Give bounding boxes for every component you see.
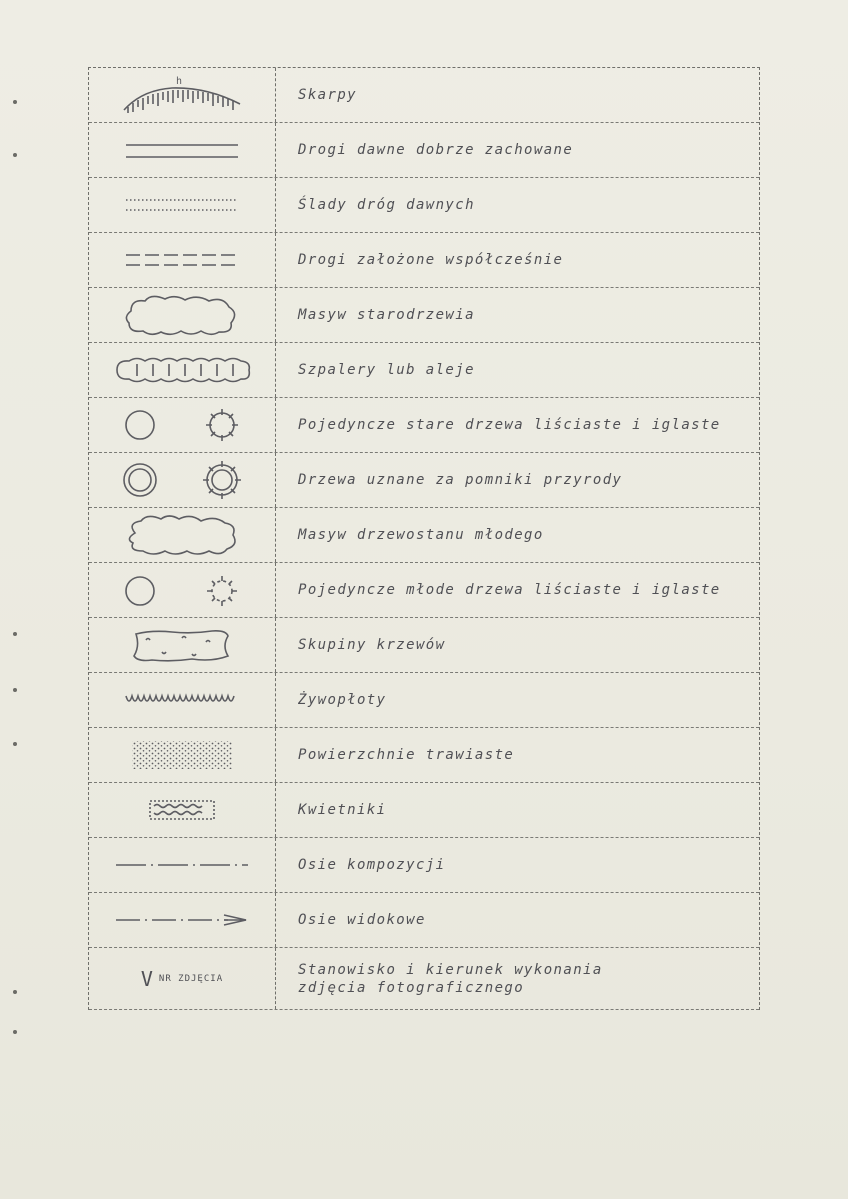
binder-hole (13, 1030, 17, 1034)
view-axis-arrow-icon (89, 893, 276, 947)
double-dotted-line-icon (89, 178, 276, 232)
binder-hole (13, 742, 17, 746)
legend-label: Drogi założone współcześnie (298, 252, 564, 268)
old-tree-icons (89, 398, 276, 452)
legend-row (89, 343, 759, 398)
photo-position-icon (89, 948, 276, 1009)
shrub-group-icon (89, 618, 276, 672)
legend-row (89, 893, 759, 948)
binder-hole (13, 688, 17, 692)
legend-label: Szpalery lub aleje (298, 362, 475, 378)
legend-label: Żywopłoty (298, 692, 387, 708)
legend-row (89, 673, 759, 728)
legend-label: Skupiny krzewów (298, 637, 446, 653)
young-tree-icons (89, 563, 276, 617)
legend-row (89, 453, 759, 508)
legend-label (276, 948, 759, 1009)
legend-row (89, 123, 759, 178)
legend-table (88, 67, 760, 1010)
legend-row (89, 508, 759, 563)
legend-row (89, 728, 759, 783)
legend-label-line2: zdjęcia fotograficznego (298, 979, 525, 996)
double-dashed-line-icon (89, 233, 276, 287)
legend-row (89, 783, 759, 838)
legend-row (89, 948, 759, 1010)
old-stand-cloud-icon (89, 288, 276, 342)
svg-text:h: h (176, 76, 183, 87)
legend-row (89, 288, 759, 343)
embankment-icon (89, 68, 276, 122)
monument-tree-icons (89, 453, 276, 507)
legend-label: Skarpy (298, 87, 357, 103)
young-stand-cloud-icon (89, 508, 276, 562)
legend-label: Masyw drzewostanu młodego (298, 527, 544, 543)
legend-label: Pojedyncze stare drzewa liściaste i iglaste (298, 417, 721, 433)
legend-row (89, 563, 759, 618)
legend-label: Osie kompozycji (298, 857, 446, 873)
legend-row (89, 233, 759, 288)
legend-label: Drogi dawne dobrze zachowane (298, 142, 574, 158)
legend-label: Kwietniki (298, 802, 387, 818)
legend-row (89, 68, 759, 123)
hedge-icon (89, 673, 276, 727)
legend-label: Osie widokowe (298, 912, 426, 928)
legend-row (89, 838, 759, 893)
binder-hole (13, 990, 17, 994)
dash-dot-line-icon (89, 838, 276, 892)
grass-stipple-icon (89, 728, 276, 782)
legend-label: Drzewa uznane za pomniki przyrody (298, 472, 623, 488)
legend-row (89, 398, 759, 453)
photo-direction-mark: V (140, 966, 153, 991)
legend-label-line1: Stanowisko i kierunek wykonania (298, 961, 603, 978)
photo-number-caption: NR ZDJĘCIA (158, 973, 224, 984)
binder-hole (13, 632, 17, 636)
binder-hole (13, 153, 17, 157)
legend-label: Pojedyncze młode drzewa liściaste i iglaste (298, 582, 721, 598)
legend-label: Powierzchnie trawiaste (298, 747, 515, 763)
double-solid-line-icon (89, 123, 276, 177)
legend-label: Ślady dróg dawnych (298, 197, 475, 213)
legend-row (89, 618, 759, 673)
binder-hole (13, 100, 17, 104)
legend-row (89, 178, 759, 233)
flowerbed-icon (89, 783, 276, 837)
tree-row-icon (89, 343, 276, 397)
legend-label: Masyw starodrzewia (298, 307, 475, 323)
